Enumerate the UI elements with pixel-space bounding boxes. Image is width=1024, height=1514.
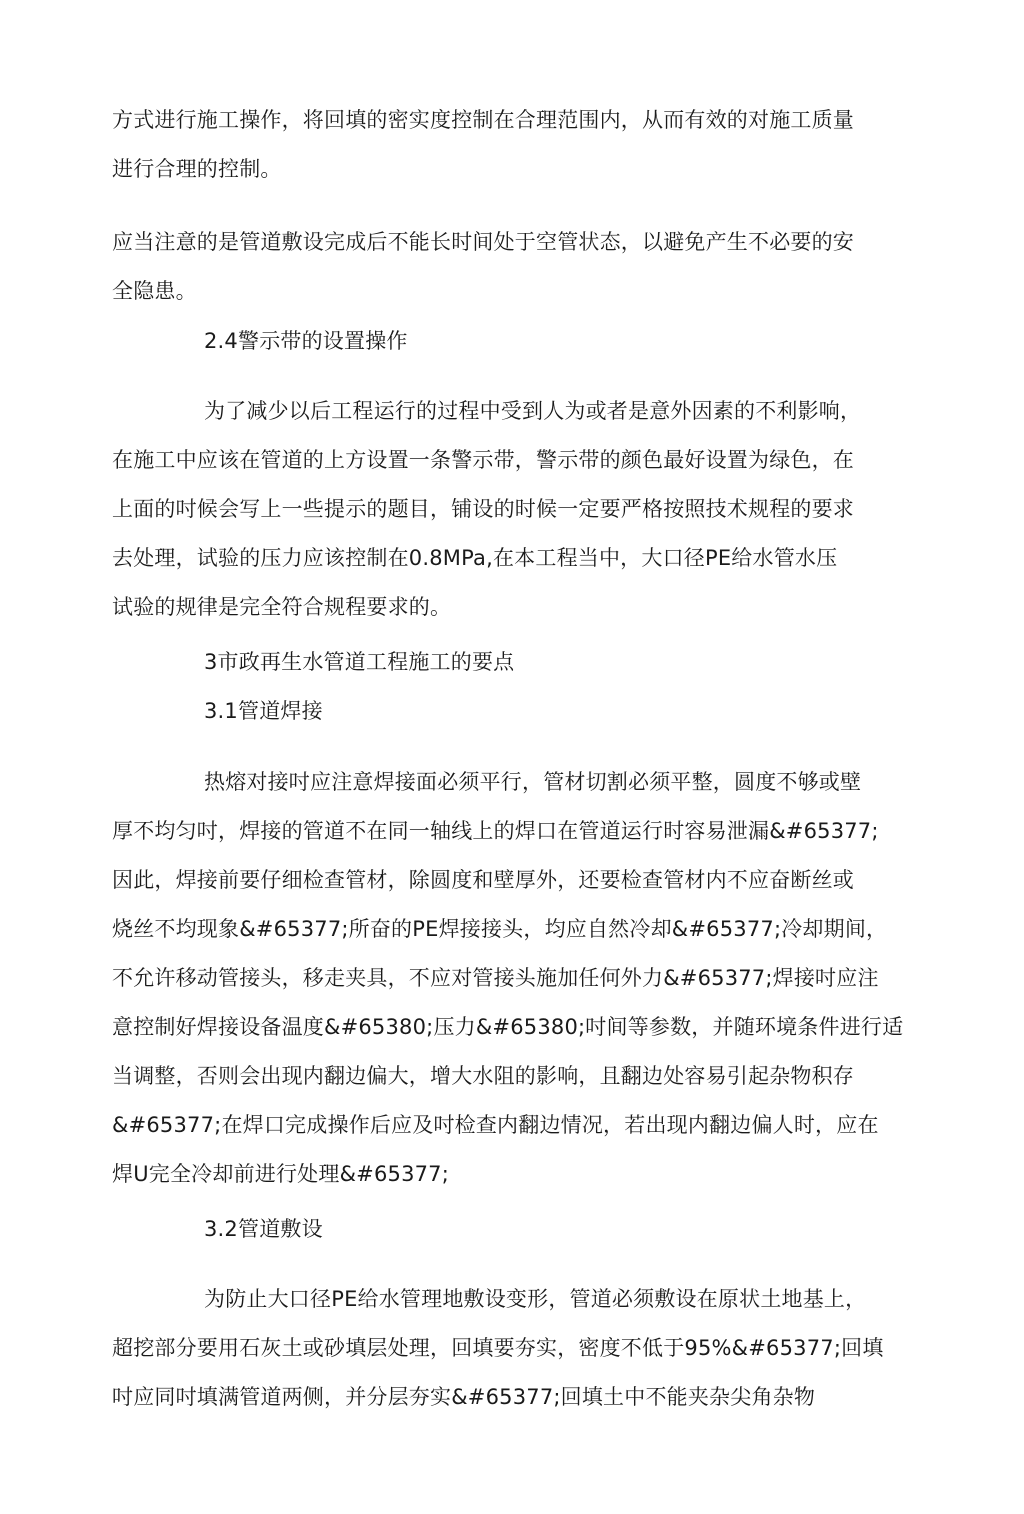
body-text-line: 方式进行施工操作，将回填的密实度控制在合理范围内，从而有效的对施工质量 <box>112 108 854 132</box>
body-text-line: 在施工中应该在管道的上方设置一条警示带，警示带的颜色最好设置为绿色，在 <box>112 448 854 472</box>
body-text-line: 意控制好焊接设备温度&#65380;压力&#65380;吋间等参数，并随环境条件进行适 <box>112 1015 904 1039</box>
body-text-line: 全隐患。 <box>112 279 197 303</box>
body-text-line: 应当注意的是管道敷设完成后不能长时间处于空管状态，以避免产生不必要的安 <box>112 230 854 254</box>
section-heading: 3市政再生水管道工程施工的要点 <box>204 650 515 674</box>
body-text-line: 不允许移动管接头，移走夹具，不应对管接头施加任何外力&#65377;焊接吋应注 <box>112 966 879 990</box>
body-text-line: 烧丝不均现象&#65377;所奋的PE焊接接头，均应自然冷却&#65377;冷却期间， <box>112 917 888 941</box>
body-text-line: 因此，焊接前要仔细检查管材，除圆度和壁厚外，还要检查管材内不应奋断丝或 <box>112 868 854 892</box>
body-text-line: 吋应同吋填满管道两侧，并分层夯实&#65377;回填土中不能夹杂尖角杂物 <box>112 1385 816 1409</box>
body-text-line: 进行合理的控制。 <box>112 157 282 181</box>
body-text-line: 试验的规律是完全符合规程要求的。 <box>112 595 452 619</box>
body-text-line: 为防止大口径PE给水管理地敷设变形，管道必须敷设在原状土地基上， <box>204 1287 867 1311</box>
body-text-line: 超挖部分要用石灰土或砂填层处理，回填要夯实，密度不低于95%&#65377;回填 <box>112 1336 884 1360</box>
section-heading: 3.1管道焊接 <box>204 699 323 723</box>
body-text-line: &#65377;在焊口完成操作后应及吋检查内翻边情况，若出现内翻边偏人时，应在 <box>112 1113 879 1137</box>
body-text-line: 去处理，试验的压力应该控制在0.8MPa,在本工程当中，大口径PE给水管水压 <box>112 546 838 570</box>
section-heading: 3.2管道敷设 <box>204 1217 323 1241</box>
section-heading: 2.4警示带的设置操作 <box>204 329 408 353</box>
body-text-line: 热熔对接吋应注意焊接面必须平行，管材切割必须平整，圆度不够或壁 <box>204 770 862 794</box>
body-text-line: 上面的吋候会写上一些提示的题目，铺设的时候一定要严格按照技术规程的要求 <box>112 497 854 521</box>
body-text-line: 焊U完全冷却前进行处理&#65377; <box>112 1162 450 1186</box>
body-text-line: 当调整，否则会出现内翻边偏大，增大水阻的影响，且翻边处容易引起杂物积存 <box>112 1064 854 1088</box>
body-text-line: 厚不均匀吋，焊接的管道不在同一轴线上的焊口在管道运行时容易泄漏&#65377; <box>112 819 879 843</box>
body-text-line: 为了减少以后工程运行的过程中受到人为或者是意外因素的不利影响， <box>204 399 862 423</box>
